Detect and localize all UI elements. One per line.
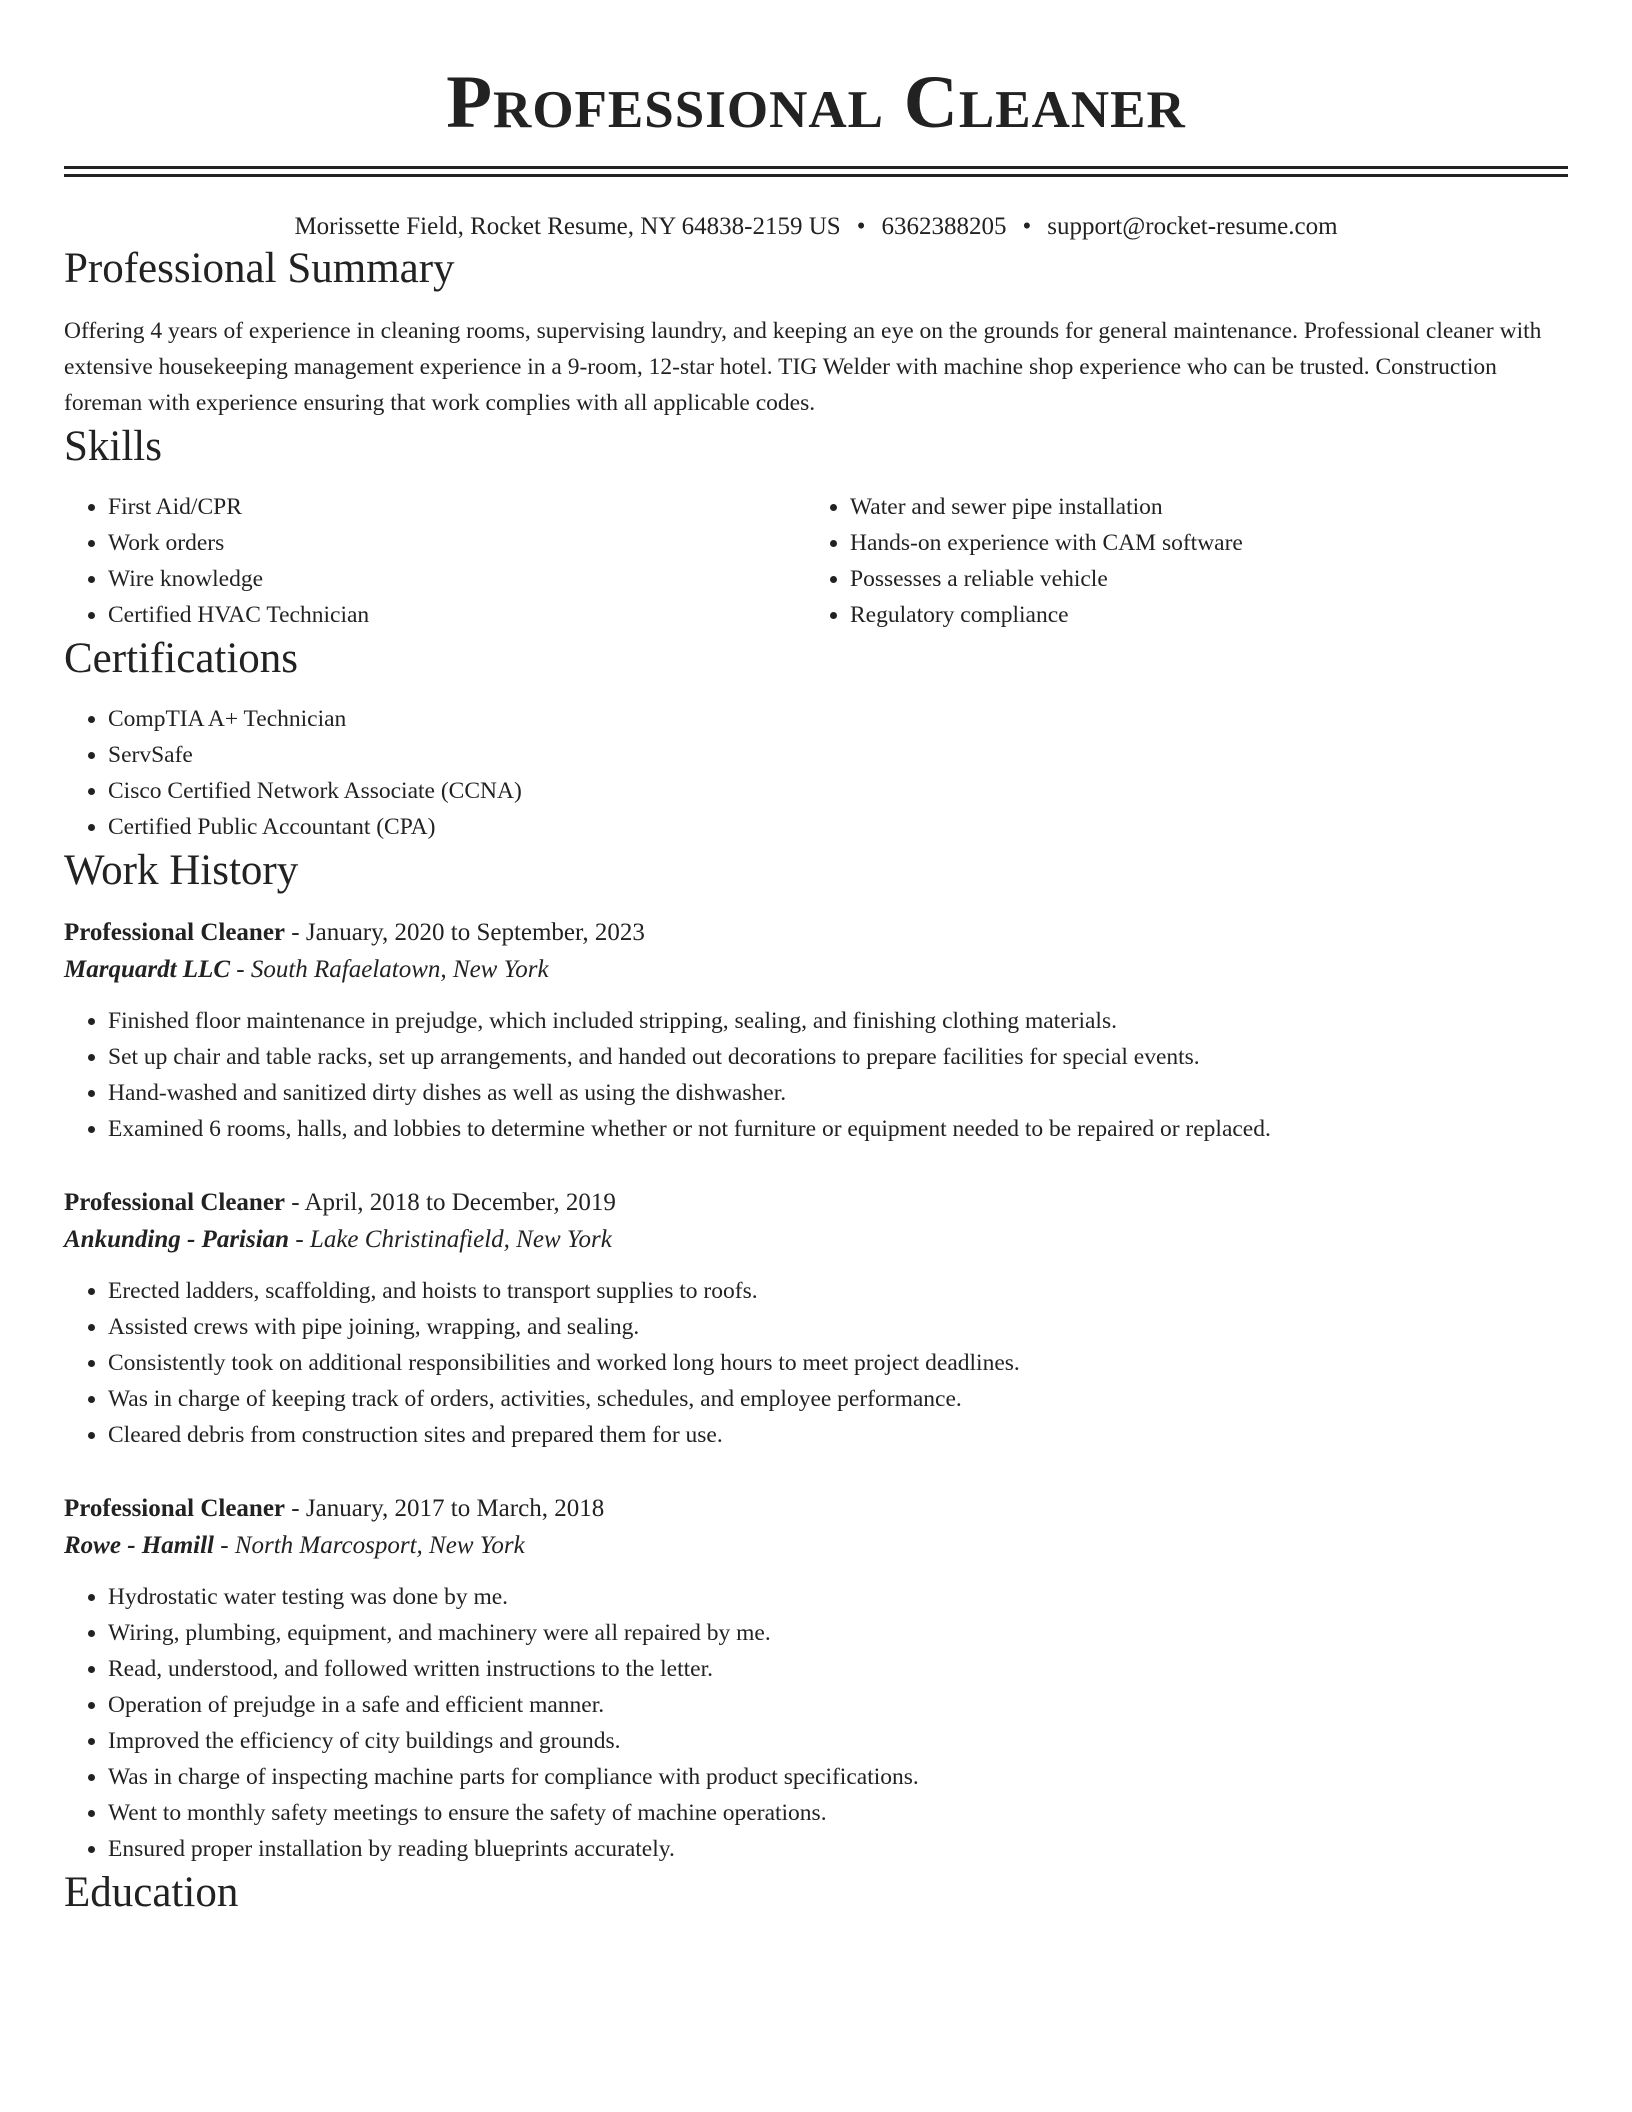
contact-phone: 6362388205 <box>881 213 1007 240</box>
job-title-line <box>64 1491 1568 1527</box>
certification-item: • Cisco Certified Network Associate (CCNA) <box>108 773 1568 809</box>
skill-item: • Possesses a reliable vehicle <box>850 561 1548 597</box>
job-company-line <box>64 1221 1568 1259</box>
job-company-line <box>64 951 1568 989</box>
job-company: Rowe - Hamill <box>64 1532 214 1559</box>
job-bullet: • Set up chair and table racks, set up arrangements, and handed out decorations to prepare facilities for special events. <box>108 1039 1568 1075</box>
job-title: Professional Cleaner <box>64 919 286 946</box>
contact-separator: • <box>1022 213 1032 240</box>
job-entry <box>64 1185 1568 1453</box>
job-title-line <box>64 915 1568 951</box>
job-dates: - January, 2017 to March, 2018 <box>285 1495 605 1522</box>
job-bullet: • Assisted crews with pipe joining, wrapping, and sealing. <box>108 1309 1568 1345</box>
job-bullet: • Erected ladders, scaffolding, and hoists to transport supplies to roofs. <box>108 1273 1568 1309</box>
job-location: - North Marcosport, New York <box>214 1532 525 1559</box>
job-location: - Lake Christinafield, New York <box>289 1226 612 1253</box>
job-bullet: • Hand-washed and sanitized dirty dishes as well as using the dishwasher. <box>108 1075 1568 1111</box>
skills-heading: Skills <box>64 423 162 470</box>
summary-text: Offering 4 years of experience in cleaning rooms, supervising laundry, and keeping an eye on the grounds for general maintenance. Professional cleaner with extensive housekeeping management experience in a 9-room, 12-star hotel. TIG Welder with machine shop experience who can be trusted. Construction foreman with experience ensuring that work complies with all applicable codes. <box>64 318 1542 416</box>
job-title-line <box>64 1185 1568 1221</box>
job-title: Professional Cleaner <box>64 1495 286 1522</box>
summary-heading: Professional Summary <box>64 245 455 292</box>
certifications-list <box>64 701 1568 845</box>
skill-item: • First Aid/CPR <box>108 489 806 525</box>
resume-title: Professional Cleaner <box>446 61 1186 144</box>
skill-item: • Water and sewer pipe installation <box>850 489 1548 525</box>
skill-item: • Hands-on experience with CAM software <box>850 525 1548 561</box>
job-bullet: • Cleared debris from construction sites and prepared them for use. <box>108 1417 1568 1453</box>
certification-item: • Certified Public Accountant (CPA) <box>108 809 1568 845</box>
job-bullet: • Was in charge of inspecting machine parts for compliance with product specifications. <box>108 1759 1568 1795</box>
job-location: - South Rafaelatown, New York <box>230 956 549 983</box>
skills-columns <box>64 489 1568 633</box>
job-bullet: • Operation of prejudge in a safe and efficient manner. <box>108 1687 1568 1723</box>
job-bullet: • Examined 6 rooms, halls, and lobbies to determine whether or not furniture or equipment needed to be repaired or replaced. <box>108 1111 1568 1147</box>
job-bullet: • Read, understood, and followed written instructions to the letter. <box>108 1651 1568 1687</box>
skill-item: • Certified HVAC Technician <box>108 597 806 633</box>
job-entry <box>64 915 1568 1147</box>
job-bullet: • Improved the efficiency of city buildings and grounds. <box>108 1723 1568 1759</box>
job-dates: - January, 2020 to September, 2023 <box>285 919 645 946</box>
certification-item: • CompTIA A+ Technician <box>108 701 1568 737</box>
contact-separator: • <box>856 213 866 240</box>
job-bullets <box>64 1579 1568 1867</box>
job-title: Professional Cleaner <box>64 1189 286 1216</box>
education-heading: Education <box>64 1869 239 1916</box>
job-bullet: • Ensured proper installation by reading blueprints accurately. <box>108 1831 1568 1867</box>
job-company: Ankunding - Parisian <box>64 1226 290 1253</box>
title-double-rule <box>64 166 1568 177</box>
job-company: Marquardt LLC <box>64 956 231 983</box>
skill-item: • Regulatory compliance <box>850 597 1548 633</box>
work-history-heading: Work History <box>64 847 299 894</box>
job-bullets <box>64 1273 1568 1453</box>
certifications-heading: Certifications <box>64 635 299 682</box>
job-bullet: • Hydrostatic water testing was done by me. <box>108 1579 1568 1615</box>
contact-line <box>64 211 1568 243</box>
job-entry <box>64 1491 1568 1867</box>
skill-item: • Wire knowledge <box>108 561 806 597</box>
job-bullet: • Consistently took on additional responsibilities and worked long hours to meet project deadlines. <box>108 1345 1568 1381</box>
job-dates: - April, 2018 to December, 2019 <box>285 1189 616 1216</box>
certification-item: • ServSafe <box>108 737 1568 773</box>
skills-right-list <box>806 489 1548 633</box>
skills-left-list <box>64 489 806 633</box>
contact-email: support@rocket-resume.com <box>1047 213 1338 240</box>
job-bullet: • Finished floor maintenance in prejudge, which included stripping, sealing, and finishing clothing materials. <box>108 1003 1568 1039</box>
job-bullet: • Was in charge of keeping track of orders, activities, schedules, and employee performance. <box>108 1381 1568 1417</box>
contact-address: Morissette Field, Rocket Resume, NY 64838-2159 US <box>294 213 841 240</box>
job-bullet: • Went to monthly safety meetings to ensure the safety of machine operations. <box>108 1795 1568 1831</box>
job-company-line <box>64 1527 1568 1565</box>
skill-item: • Work orders <box>108 525 806 561</box>
job-bullet: • Wiring, plumbing, equipment, and machinery were all repaired by me. <box>108 1615 1568 1651</box>
job-bullets <box>64 1003 1568 1147</box>
